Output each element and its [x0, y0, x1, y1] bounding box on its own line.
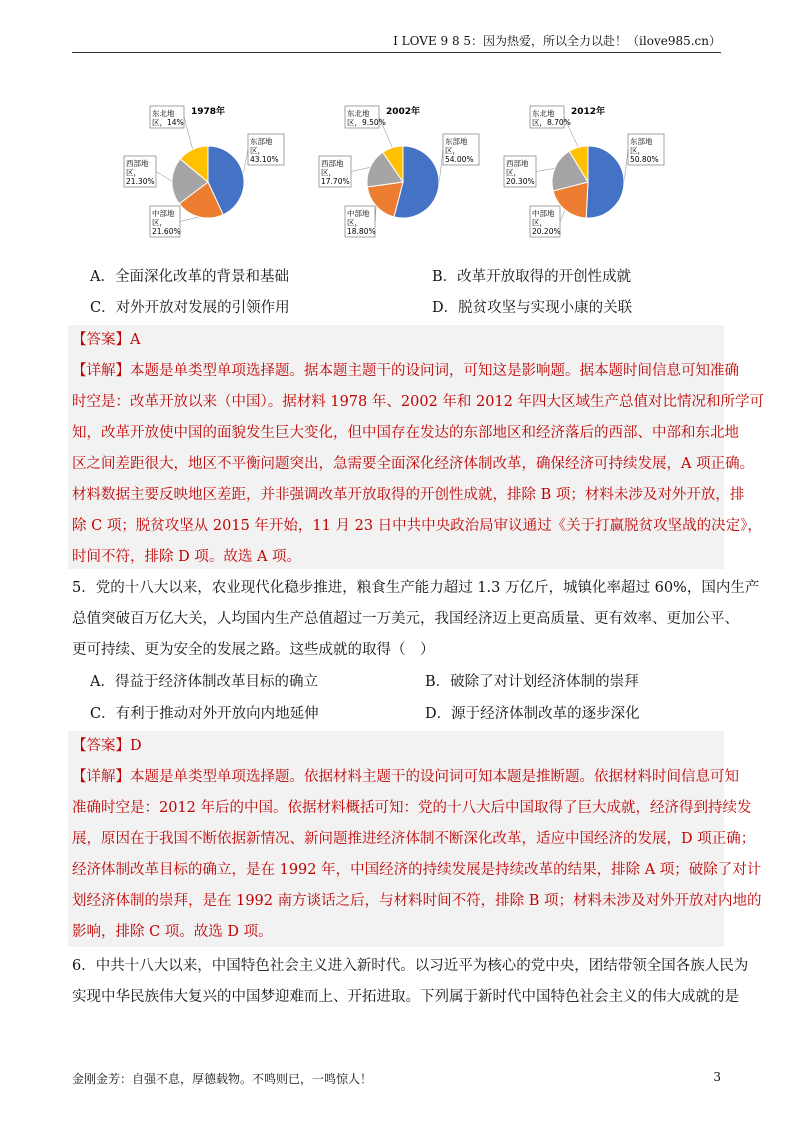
pie-leader-line — [624, 150, 628, 183]
q4-detail-line: 时间不符，排除 D 项。故选 A 项。 — [72, 549, 302, 565]
q4-detail-line: 知，改革开放使中国的面貌发生巨大变化，但中国存在发达的东部地区和经济落后的西部、中部和东北地 — [72, 425, 739, 441]
q5-detail-line: 经济体制改革目标的确立，是在 1992 年，中国经济的持续发展是持续改革的结果，排除 A 项；破除了对计 — [72, 862, 762, 878]
q5-option-d: D．源于经济体制改革的逐步深化 — [425, 706, 640, 722]
pie-label: 21.60% — [152, 227, 181, 236]
pie-label: 区， — [126, 168, 141, 177]
pie-label: 区， — [445, 146, 460, 155]
q4-option-d: D．脱贫攻坚与实现小康的关联 — [432, 300, 633, 316]
pie-label: 东部地 — [250, 137, 273, 146]
pie-label: 东北地 — [532, 109, 555, 118]
pie-title: 2012年 — [570, 107, 606, 117]
pie-label: 中部地 — [532, 209, 555, 218]
pie-label: 中部地 — [347, 209, 370, 218]
pie-label: 43.10% — [250, 155, 279, 164]
pie-label: 54.00% — [445, 155, 474, 164]
q4-answer: 【答案】A — [72, 332, 141, 348]
q4-detail-line: 材料数据主要反映地区差距，并非强调改革开放取得的开创性成就，排除 B 项；材料未涉及对外开放，排 — [72, 487, 745, 503]
pie-label: 东部地 — [630, 137, 653, 146]
pie-label: 西部地 — [126, 159, 149, 168]
pie-slice — [586, 146, 624, 218]
q4-detail-line: 时空是：改革开放以来（中国）。据材料 1978 年、2002 年和 2012 年四大区域生产总值对比情况和所学可 — [72, 394, 764, 410]
pie-label: 17.70% — [321, 177, 350, 186]
pie-label: 21.30% — [126, 177, 155, 186]
pie-label: 20.20% — [532, 227, 561, 236]
pie-title: 2002年 — [385, 107, 421, 117]
q6-stem-line: 6．中共十八大以来，中国特色社会主义进入新时代。以习近平为核心的党中央，团结带领全国各族人民为 — [72, 958, 749, 974]
q5-option-b: B．破除了对计划经济体制的崇拜 — [425, 674, 639, 690]
q5-detail-line: 【详解】本题是单类型单项选择题。依据材料主题干的设问词可知本题是推断题。依据材料时间信息可知 — [72, 769, 739, 785]
pie-label: 区， — [347, 218, 362, 227]
pie-title: 1978年 — [190, 107, 226, 117]
pie-label: 区， — [152, 218, 167, 227]
pie-label: 区，8.70% — [532, 118, 571, 127]
pie-chart-2002 — [305, 104, 485, 254]
q4-option-c: C．对外开放对发展的引领作用 — [90, 300, 290, 316]
pie-label: 区， — [250, 146, 265, 155]
q4-detail-line: 除 C 项；脱贫攻坚从 2015 年开始，11 月 23 日中共中央政治局审议通过《关于打赢脱贫攻坚战的决定》， — [72, 518, 762, 534]
pie-leader-line — [243, 150, 248, 175]
pie-leader-line — [560, 210, 565, 222]
pie-leader-line — [156, 172, 172, 182]
q4-detail-line: 【详解】本题是单类型单项选择题。据本题主题干的设问词，可知这是影响题。据本题时间信息可知准确 — [72, 363, 739, 379]
pie-label: 区， — [630, 146, 645, 155]
pie-chart-1978 — [110, 104, 290, 254]
q5-stem-line: 5．党的十八大以来，农业现代化稳步推进，粮食生产能力超过 1.3 万亿斤，城镇化率超过 60%，国内生产 — [72, 580, 760, 596]
pie-label: 东部地 — [445, 137, 468, 146]
q5-option-c: C．有利于推动对外开放向内地延伸 — [90, 706, 319, 722]
page-number: 3 — [713, 1070, 721, 1084]
q4-option-b: B．改革开放取得的开创性成就 — [432, 269, 632, 285]
pie-leader-line — [536, 168, 555, 171]
q5-stem-line: 总值突破百万亿大关，人均国内生产总值超过一万美元，我国经济迈上更高质量、更有效率、更加公平、 — [72, 611, 739, 627]
q5-detail-line: 准确时空是：2012 年后的中国。依据材料概括可知：党的十八大后中国取得了巨大成就，经济得到持续发 — [72, 800, 752, 816]
pie-label: 18.80% — [347, 227, 376, 236]
q5-stem-line: 更可持续、更为安全的发展之路。这些成就的取得（ ） — [72, 642, 435, 658]
pie-leader-line — [351, 167, 370, 171]
page-header: I LOVE 9 8 5：因为热爱，所以全力以赴！（ilove985.cn） — [72, 30, 721, 53]
pie-leader-line — [184, 117, 193, 149]
q5-detail-line: 展，原因在于我国不断依据新情况、新问题推进经济体制不断深化改革，适应中国经济的发展，D 项正确； — [72, 831, 756, 847]
pie-label: 西部地 — [321, 159, 344, 168]
pie-label: 东北地 — [152, 109, 175, 118]
q4-detail-line: 区之间差距很大，地区不平衡问题突出，急需要全面深化经济体制改革，确保经济可持续发展，A 项正确。 — [72, 456, 755, 472]
pie-label: 中部地 — [152, 209, 175, 218]
pie-label: 西部地 — [506, 159, 529, 168]
pie-leader-line — [180, 217, 199, 222]
pie-label: 区， — [506, 168, 521, 177]
q4-option-a: A．全面深化改革的背景和基础 — [90, 269, 289, 285]
pie-label: 50.80% — [630, 155, 659, 164]
footer-motto: 金刚金芳：自强不息，厚德载物。不鸣则已，一鸣惊人！ — [72, 1072, 373, 1086]
q5-option-a: A．得益于经济体制改革目标的确立 — [90, 674, 318, 690]
pie-label: 东北地 — [347, 109, 370, 118]
pie-label: 区， — [321, 168, 336, 177]
pie-label: 区，9.50% — [347, 118, 386, 127]
q5-answer: 【答案】D — [72, 738, 142, 754]
pie-label: 20.30% — [506, 177, 535, 186]
page-footer — [72, 1070, 721, 1087]
q6-stem-line: 实现中华民族伟大复兴的中国梦迎难而上、开拓进取。下列属于新时代中国特色社会主义的伟大成就的是 — [72, 989, 739, 1005]
pie-charts — [110, 104, 670, 254]
pie-label: 区， — [532, 218, 547, 227]
pie-label: 区，14% — [152, 118, 184, 127]
pie-chart-2012 — [490, 104, 670, 254]
q5-detail-line: 划经济体制的崇拜，是在 1992 南方谈话之后，与材料时间不符，排除 B 项；材料未涉及对外开放对内地的 — [72, 893, 762, 909]
q5-detail-line: 影响，排除 C 项。故选 D 项。 — [72, 924, 273, 940]
